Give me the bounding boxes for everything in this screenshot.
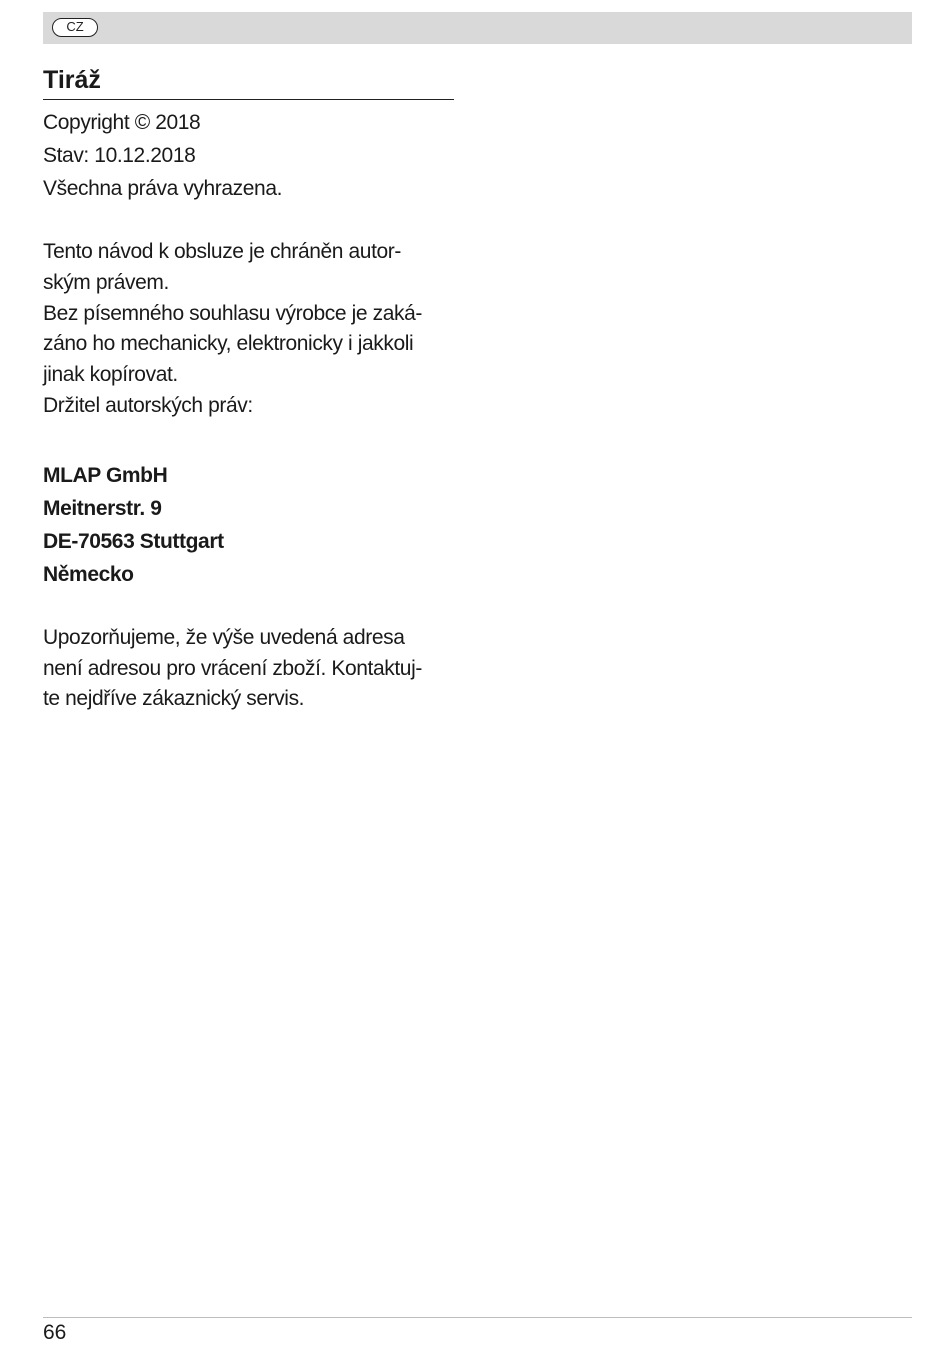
company-name: MLAP GmbH (43, 464, 168, 487)
rights-line: Všechna práva vyhrazena. (43, 177, 283, 200)
warning-line: te nejdříve zákaznický servis. (43, 687, 305, 710)
language-header-bar (43, 12, 912, 44)
company-address (43, 459, 458, 591)
notice-line: jinak kopírovat. (43, 363, 178, 387)
notice-line: Držitel autorských práv: (43, 393, 253, 417)
copyright-notice (43, 237, 458, 422)
page-number: 66 (43, 1321, 67, 1344)
section-title: Tiráž (43, 66, 101, 94)
title-underline (43, 99, 454, 100)
copyright-line: Copyright © 2018 (43, 111, 201, 134)
notice-line: Tento návod k obsluze je chráněn autor- (43, 240, 401, 263)
notice-line: záno ho mechanicky, elektronicky i jakkoli (43, 332, 414, 356)
notice-line: ským právem. (43, 270, 169, 294)
warning-line: není adresou pro vrácení zboží. Kontaktuj- (43, 656, 422, 680)
city-postcode: DE-70563 Stuttgart (43, 530, 224, 553)
notice-line: Bez písemného souhlasu výrobce je zaká- (43, 301, 422, 325)
publication-meta (43, 106, 458, 205)
street-address: Meitnerstr. 9 (43, 497, 162, 520)
return-address-warning (43, 623, 458, 715)
footer-divider (43, 1317, 912, 1318)
warning-line: Upozorňujeme, že výše uvedená adresa (43, 626, 405, 649)
language-badge: CZ (52, 18, 98, 37)
country: Německo (43, 563, 134, 586)
date-line: Stav: 10.12.2018 (43, 144, 196, 167)
